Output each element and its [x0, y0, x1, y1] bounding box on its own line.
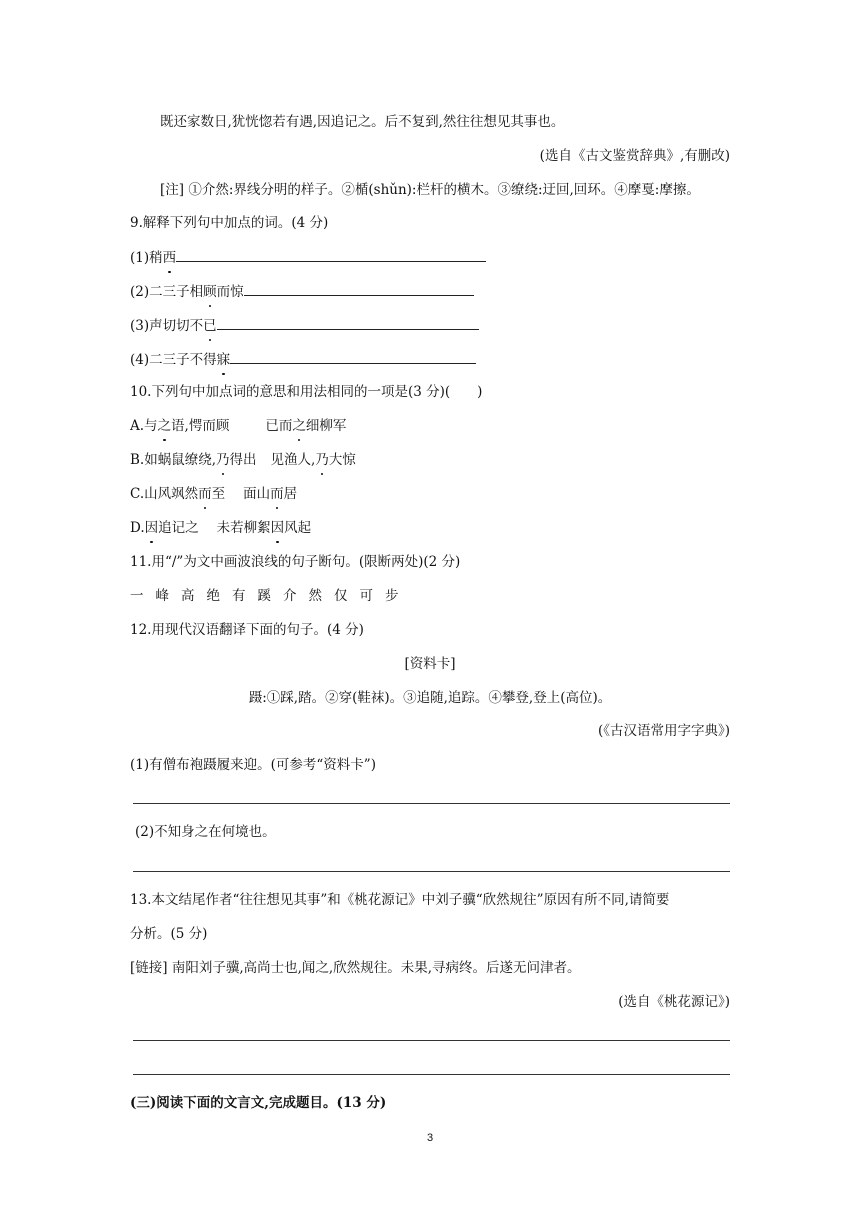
q9-item-1-dotted-word: 西 [162, 250, 177, 266]
q13-stem-line-1: 13.本文结尾作者“往往想见其事”和《桃花源记》中刘子骥“欣然规往”原因有所不同,请简要 [130, 892, 670, 908]
q10-b-right-post: 大惊 [328, 452, 356, 468]
q9-item-2-answer-blank[interactable] [244, 281, 474, 296]
q10-b-right-pre: 见渔人, [270, 452, 316, 468]
q9-item-3-pre: (3)声切切不 [130, 318, 204, 334]
q10-d-right-dotted: 因 [270, 520, 285, 536]
passage-notes: [注] ①介然:界线分明的样子。②楯(shǔn):栏杆的横木。③缭绕:迂回,回环。④摩戛:摩擦。 [160, 182, 700, 198]
q9-item-2-post: 而惊 [216, 284, 244, 300]
q9-item-1 [130, 247, 486, 268]
q12-card-body: 蹑:①踩,踏。②穿(鞋袜)。③追随,追踪。④攀登,登上(高位)。 [248, 690, 612, 706]
q11-sentence: 一峰高绝有蹊介然仅可步 [130, 588, 411, 604]
q10-a-right-post: 细柳军 [305, 418, 347, 434]
q10-d-left-dotted: 因 [144, 520, 159, 536]
q9-item-1-pre: (1)稍 [130, 250, 163, 266]
q9-item-2 [130, 281, 474, 302]
page-number: 3 [426, 1132, 434, 1144]
q9-item-2-dotted-word: 顾 [203, 284, 217, 300]
q12-card-title: [资料卡] [404, 656, 456, 672]
q9-item-3 [130, 315, 479, 336]
q10-b-right-dotted: 乃 [315, 452, 329, 468]
q10-option-c[interactable] [130, 484, 297, 504]
q10-c-left-pre: C.山风飒然 [130, 486, 199, 502]
q10-d-right-pre: 未若柳絮 [216, 520, 271, 536]
q12-item-2: (2)不知身之在何境也。 [135, 824, 276, 840]
q12-card-source: (《古汉语常用字字典》) [597, 723, 730, 739]
q13-link-source: (选自《桃花源记》) [618, 994, 730, 1010]
q13-answer-line-2[interactable] [133, 1074, 730, 1075]
q12-item-1: (1)有僧布袍蹑履来迎。(可参考“资料卡”) [130, 757, 376, 773]
passage-source: (选自《古文鉴赏辞典》,有删改) [539, 148, 730, 164]
q10-option-b[interactable] [130, 450, 356, 470]
passage-closing-line: 既还家数日,犹恍惚若有遇,因追记之。后不复到,然往往想见其事也。 [160, 114, 565, 130]
q12-item-2-answer-line[interactable] [133, 871, 730, 872]
q10-a-right-dotted: 之 [292, 418, 306, 434]
q9-item-4-dotted-word: 寐 [216, 352, 231, 368]
q13-answer-line-1[interactable] [133, 1040, 730, 1041]
q10-a-left-dotted: 之 [157, 418, 172, 434]
q9-item-3-dotted-word: 已 [203, 318, 217, 334]
section-3-heading: (三)阅读下面的文言文,完成题目。(13 分) [130, 1095, 387, 1111]
q10-a-left-pre: A.与 [130, 418, 158, 434]
q12-stem: 12.用现代汉语翻译下面的句子。(4 分) [130, 622, 364, 638]
q10-c-right-pre: 面山 [243, 486, 271, 502]
q10-d-left-post: 追记之 [158, 520, 199, 536]
q9-item-4-pre: (4)二三子不得 [130, 352, 217, 368]
q10-a-left-post: 语,愕而顾 [171, 418, 230, 434]
q10-d-right-post: 风起 [284, 520, 312, 536]
q10-b-left-pre: B.如蜗鼠缭绕, [130, 452, 217, 468]
q10-a-right-pre: 已而 [265, 418, 293, 434]
q11-stem: 11.用“/”为文中画波浪线的句子断句。(限断两处)(2 分) [130, 554, 461, 570]
q9-stem: 9.解释下列句中加点的词。(4 分) [130, 215, 329, 231]
q10-c-right-dotted: 而 [270, 486, 284, 502]
q9-item-2-pre: (2)二三子相 [130, 284, 204, 300]
q10-stem: 10.下列句中加点词的意思和用法相同的一项是(3 分)( ) [130, 384, 483, 400]
q9-item-3-answer-blank[interactable] [217, 315, 479, 330]
q10-b-left-dotted: 乃 [216, 452, 230, 468]
q10-option-d[interactable] [130, 518, 311, 538]
q10-option-a[interactable] [130, 416, 346, 436]
q12-item-1-answer-line[interactable] [133, 803, 730, 804]
q10-c-left-dotted: 而 [198, 486, 212, 502]
q9-item-1-answer-blank[interactable] [176, 247, 486, 262]
q9-item-4-answer-blank[interactable] [230, 349, 476, 364]
q10-b-left-post: 得出 [229, 452, 257, 468]
q13-stem-line-2: 分析。(5 分) [130, 926, 208, 942]
q9-item-4 [130, 349, 476, 370]
q13-link-text: [链接] 南阳刘子骥,高尚士也,闻之,欣然规往。未果,寻病终。后遂无问津者。 [130, 960, 581, 976]
q10-d-left-pre: D. [130, 520, 145, 536]
q10-c-left-post: 至 [211, 486, 226, 502]
q10-c-right-post: 居 [283, 486, 298, 502]
